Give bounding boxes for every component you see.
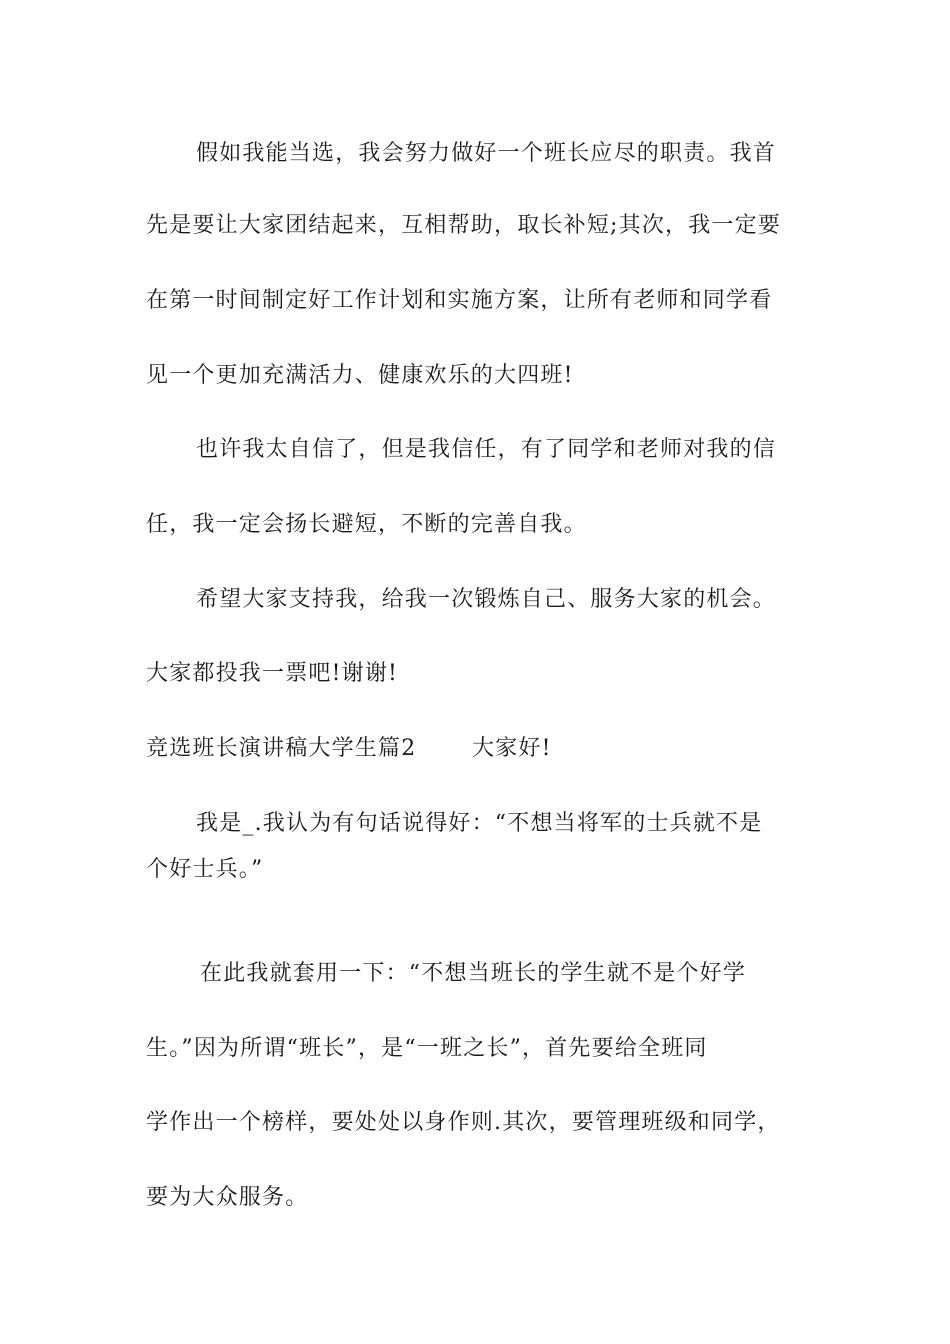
paragraph-3-line-2: 大家都投我一票吧!谢谢! [146,661,399,686]
paragraph-5-line-1: 在此我就套用一下：“不想当班长的学生就不是个好学 [200,961,747,986]
paragraph-2-line-2: 任，我一定会扬长避短，不断的完善自我。 [146,512,587,537]
paragraph-5-line-4: 要为大众服务。 [146,1185,309,1210]
paragraph-1-line-2: 先是要让大家团结起来，互相帮助，取长补短;其次，我一定要 [146,213,782,238]
section-heading: 竞选班长演讲稿大学生篇2 [146,736,417,761]
paragraph-5-line-2: 生。”因为所谓“班长”，是“一班之长”，首先要给全班同 [146,1036,708,1061]
paragraph-1-line-1: 假如我能当选，我会努力做好一个班长应尽的职责。我首 [196,141,777,166]
paragraph-1-line-4: 见一个更加充满活力、健康欢乐的大四班! [146,363,574,388]
paragraph-4-line-1: 我是_.我认为有句话说得好：“不想当将军的士兵就不是 [196,811,763,836]
paragraph-5-line-3: 学作出一个榜样，要处处以身作则.其次，要管理班级和同学， [146,1110,781,1135]
greeting: 大家好! [472,736,552,761]
paragraph-4-line-2: 个好士兵。” [146,857,264,882]
paragraph-3-line-1: 希望大家支持我，给我一次锻炼自己、服务大家的机会。 [196,587,777,612]
paragraph-2-line-1: 也许我太自信了，但是我信任，有了同学和老师对我的信 [196,437,777,462]
paragraph-1-line-3: 在第一时间制定好工作计划和实施方案，让所有老师和同学看 [146,288,773,313]
